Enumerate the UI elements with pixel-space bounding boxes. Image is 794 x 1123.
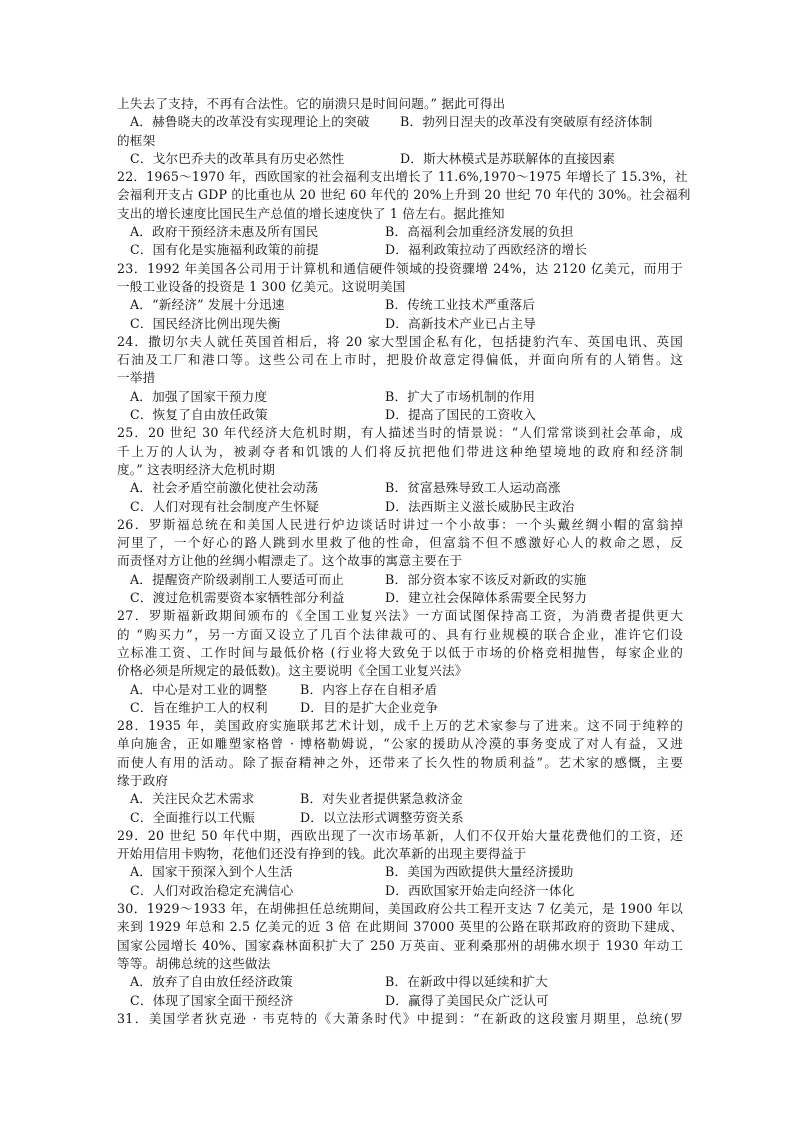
q30-options-row bbox=[117, 973, 683, 991]
q23-options-row bbox=[117, 315, 683, 333]
q30-option-a[interactable]: A．放弃了自由放任经济政策 bbox=[130, 974, 293, 990]
q28-option-d[interactable]: D．以立法形式调整劳资关系 bbox=[300, 809, 464, 825]
q29-option-c[interactable]: C．人们对政治稳定充满信心 bbox=[130, 882, 294, 898]
q27-stem-line: 的 “购买力”，另一方面又设立了几百个法律裁可的、具有行业规模的联合企业，准许它们设 bbox=[117, 626, 683, 642]
question-28 bbox=[117, 717, 683, 827]
question-22 bbox=[117, 168, 691, 259]
q23-option-b[interactable]: B．传统工业技术严重落后 bbox=[385, 297, 536, 313]
q23-option-a[interactable]: A．“新经济” 发展十分迅速 bbox=[130, 297, 285, 313]
q25-stem-line: 25．20 世纪 30 年代经济大危机时期，有人描述当时的情景说：“人们常常谈到社会革命，成 bbox=[117, 425, 683, 441]
q22-option-b[interactable]: B．高福利会加重经济发展的负担 bbox=[385, 224, 574, 240]
q24-options-row bbox=[117, 406, 683, 424]
question-24 bbox=[117, 333, 683, 424]
q24-option-b[interactable]: B．扩大了市场机制的作用 bbox=[385, 388, 536, 404]
q29-stem-line: 开始用信用卡购物，花他们还没有挣到的钱。此次革新的出现主要得益于 bbox=[117, 846, 527, 862]
q26-stem-line: 26．罗斯福总统在和美国人民进行炉边谈话时讲过一个小故事：一个头戴丝绸小帽的富翁掉 bbox=[117, 516, 683, 532]
q27-option-b[interactable]: B．内容上存在自相矛盾 bbox=[300, 681, 438, 697]
q30-option-d[interactable]: D．赢得了美国民众广泛认可 bbox=[385, 992, 549, 1008]
question-list bbox=[117, 95, 691, 1028]
q28-stem-line: 而使人有用的活动。除了振奋精神之外，还带来了长久性的物质利益”。艺术家的感慨，主要 bbox=[117, 754, 683, 770]
q29-stem-line: 29．20 世纪 50 年代中期，西欧出现了一次市场革新，人们不仅开始大量花费他们的工资，还 bbox=[117, 827, 683, 843]
q30-stem-line: 等等。胡佛总统的这些做法 bbox=[117, 955, 271, 971]
q28-options-row bbox=[117, 809, 683, 827]
question-26 bbox=[117, 516, 683, 607]
q29-option-a[interactable]: A．国家干预深入到个人生活 bbox=[130, 864, 293, 880]
q27-options-row bbox=[117, 681, 683, 699]
q23-stem-line: 一般工业设备的投资是 1 300 亿美元。这说明美国 bbox=[117, 278, 406, 294]
q29-option-b[interactable]: B．美国为西欧提供大量经济援助 bbox=[385, 864, 574, 880]
q24-options-row bbox=[117, 388, 683, 406]
q22-stem-line: 22．1965～1970 年，西欧国家的社会福利支出增长了 11.6%,1970～1975 年增长了 15.3%，社 bbox=[117, 169, 688, 185]
q21-stem-tail: 上失去了支持，不再有合法性。它的崩溃只是时间问题。” 据此可得出 bbox=[117, 96, 506, 111]
question-27 bbox=[117, 607, 683, 717]
q22-option-a[interactable]: A．政府干预经济未惠及所有国民 bbox=[130, 224, 319, 240]
q24-option-a[interactable]: A．加强了国家干预力度 bbox=[130, 388, 268, 404]
q21-option-b[interactable]: B．勃列日涅夫的改革没有突破原有经济体制 bbox=[400, 114, 653, 130]
q26-option-b[interactable]: B．部分资本家不该反对新政的实施 bbox=[385, 571, 587, 587]
q21-options-row-1 bbox=[117, 113, 683, 131]
q29-option-d[interactable]: D．西欧国家开始走向经济一体化 bbox=[385, 882, 575, 898]
q30-stem-line: 国家公园增长 40%、国家森林面积扩大了 250 万英亩、亚利桑那州的胡佛水坝于 1930 年动工 bbox=[117, 937, 683, 953]
q30-stem-line: 30．1929～1933 年，在胡佛担任总统期间，美国政府公共工程开支达 7 亿美元，是 1900 年以 bbox=[117, 901, 683, 917]
q25-option-a[interactable]: A．社会矛盾空前激化使社会动荡 bbox=[130, 480, 319, 496]
q24-option-d[interactable]: D．提高了国民的工资收入 bbox=[385, 407, 537, 423]
q24-option-c[interactable]: C．恢复了自由放任政策 bbox=[130, 407, 268, 423]
q30-option-b[interactable]: B．在新政中得以延续和扩大 bbox=[385, 974, 548, 990]
q22-stem-line: 会福利开支占 GDP 的比重也从 20 世纪 60 年代的 20%上升到 20 世纪 70 年代的 30%。社会福利 bbox=[117, 187, 691, 203]
q26-option-d[interactable]: D．建立社会保障体系需要全民努力 bbox=[385, 590, 588, 606]
q26-options-row bbox=[117, 589, 683, 607]
q22-options-row bbox=[117, 223, 683, 241]
q28-option-c[interactable]: C．全面推行以工代赈 bbox=[130, 809, 255, 825]
q24-stem-line: 石油及工厂和港口等。这些公司在上市时，把股价故意定得偏低，并面向所有的人销售。这 bbox=[117, 352, 683, 368]
q25-options-row bbox=[117, 498, 683, 516]
q28-option-a[interactable]: A．关注民众艺术需求 bbox=[130, 791, 255, 807]
q22-stem-line: 支出的增长速度比国民生产总值的增长速度快了 1 倍左右。据此推知 bbox=[117, 205, 505, 221]
q27-option-a[interactable]: A．中心是对工业的调整 bbox=[130, 681, 268, 697]
q21-option-d[interactable]: D．斯大林模式是苏联解体的直接因素 bbox=[400, 150, 615, 166]
q26-options-row bbox=[117, 571, 683, 589]
q27-option-c[interactable]: C．旨在维护工人的权利 bbox=[130, 699, 268, 715]
q30-options-row bbox=[117, 992, 683, 1010]
q28-option-b[interactable]: B．对失业者提供紧急救济金 bbox=[300, 791, 463, 807]
q21-option-a[interactable]: A．赫鲁晓夫的改革没有实现理论上的突破 bbox=[130, 114, 370, 130]
q26-option-c[interactable]: C．渡过危机需要资本家牺牲部分利益 bbox=[130, 590, 345, 606]
question-23 bbox=[117, 260, 683, 333]
q21-option-c[interactable]: C．戈尔巴乔夫的改革具有历史必然性 bbox=[130, 150, 345, 166]
q30-stem-line: 来到 1929 年总和 2.5 亿美元的近 3 倍 在此期间 37000 英里的公路在联邦政府的资助下建成、 bbox=[117, 919, 683, 935]
q28-stem-line: 28．1935 年，美国政府实施联邦艺术计划，成千上万的艺术家参与了进来。这不同于纯粹的 bbox=[117, 718, 683, 734]
q25-option-c[interactable]: C．人们对现有社会制度产生怀疑 bbox=[130, 498, 319, 514]
q28-options-row bbox=[117, 790, 683, 808]
q26-stem-line: 而责怪对方让他的丝绸小帽漂走了。这个故事的寓意主要在于 bbox=[117, 553, 463, 569]
q31-stem-line: 31．美国学者狄克逊 · 韦克特的《大萧条时代》中提到：“在新政的这段蜜月期里，总统(罗 bbox=[117, 1010, 683, 1026]
q23-option-c[interactable]: C．国民经济比例出现失衡 bbox=[130, 315, 281, 331]
q25-option-b[interactable]: B．贫富悬殊导致工人运动高涨 bbox=[385, 480, 561, 496]
question-25 bbox=[117, 424, 683, 515]
q26-stem-line: 河里了，一个好心的路人跳到水里救了他的性命，但富翁不但不感激好心人的救命之恩，反 bbox=[117, 535, 683, 551]
q22-options-row bbox=[117, 241, 683, 259]
q21-option-b-cont: 的框架 bbox=[117, 132, 156, 148]
q29-options-row bbox=[117, 863, 683, 881]
q27-stem-line: 27．罗斯福新政期间颁布的《全国工业复兴法》一方面试图保持高工资，为消费者提供更大 bbox=[117, 608, 683, 624]
question-29 bbox=[117, 827, 683, 900]
q24-stem-line: 24．撒切尔夫人就任英国首相后，将 20 家大型国企私有化，包括捷豹汽车、英国电讯、英国 bbox=[117, 333, 683, 349]
q27-stem-line: 价格必须是所规定的最低数)。这主要说明《全国工业复兴法》 bbox=[117, 663, 468, 679]
question-30 bbox=[117, 900, 683, 1010]
q21-options-row-2 bbox=[117, 150, 683, 168]
q25-stem-line: 度。” 这表明经济大危机时期 bbox=[117, 461, 276, 477]
q25-options-row bbox=[117, 479, 683, 497]
q24-stem-line: 一举措 bbox=[117, 370, 156, 386]
q27-options-row bbox=[117, 699, 683, 717]
q28-stem-line: 缘于政府 bbox=[117, 772, 169, 788]
q23-options-row bbox=[117, 296, 683, 314]
q25-stem-line: 千上万的人认为，被剥夺者和饥饿的人们将反抗把他们带进这种绝望境地的政府和经济制 bbox=[117, 443, 683, 459]
q28-stem-line: 单向施舍，正如雕塑家格曾 · 博格勒姆说，“公家的援助从冷漠的事务变成了对人有益，又进 bbox=[117, 736, 683, 752]
q23-option-d[interactable]: D．高新技术产业已占主导 bbox=[385, 315, 537, 331]
q27-option-d[interactable]: D．目的是扩大企业竞争 bbox=[300, 699, 439, 715]
q25-option-d[interactable]: D．法西斯主义滋长威胁民主政治 bbox=[385, 498, 575, 514]
q22-option-d[interactable]: D．福利政策拉动了西欧经济的增长 bbox=[385, 242, 588, 258]
q26-option-a[interactable]: A．提醒资产阶级剥削工人要适可而止 bbox=[130, 571, 344, 587]
q29-options-row bbox=[117, 882, 683, 900]
q27-stem-line: 立标准工资、工作时间与最低价格 (行业将大致免于以低于市场的价格竞相抛售，每家企业的 bbox=[117, 644, 683, 660]
q22-option-c[interactable]: C．国有化是实施福利政策的前提 bbox=[130, 242, 319, 258]
q23-stem-line: 23．1992 年美国各公司用于计算机和通信硬件领域的投资骤增 24%，达 2120 亿美元，而用于 bbox=[117, 260, 683, 276]
q30-option-c[interactable]: C．体现了国家全面干预经济 bbox=[130, 992, 294, 1008]
